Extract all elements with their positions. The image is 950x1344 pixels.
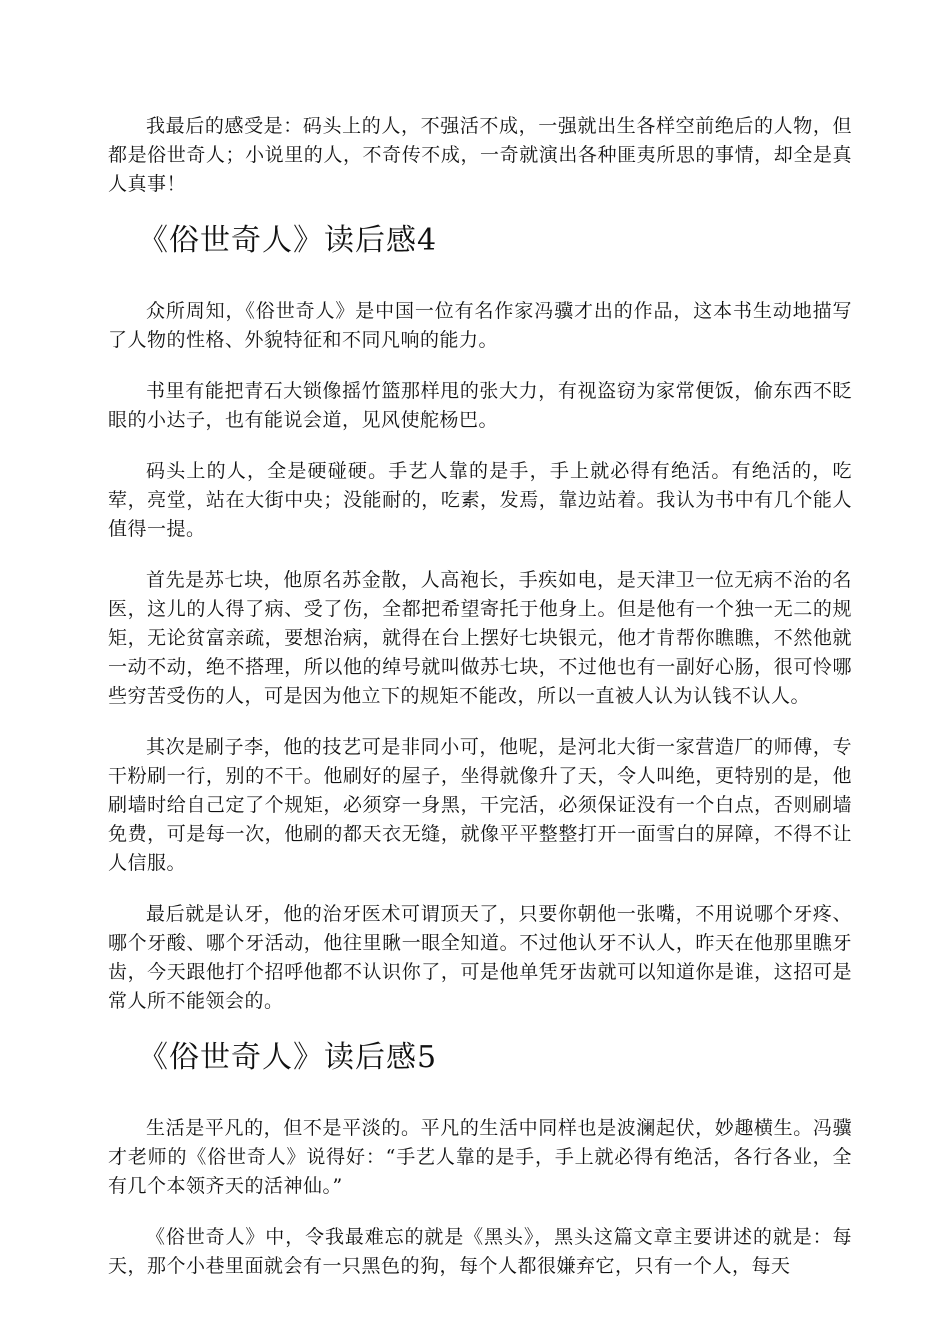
document-page xyxy=(108,112,852,1303)
section-4-paragraph-3: 码头上的人，全是硬碰硬。手艺人靠的是手，手上就必得有绝活。有绝活的，吃荤，亮堂，站在大街中央；没能耐的，吃素，发焉，靠边站着。我认为书中有几个能人值得一提。 xyxy=(108,460,852,540)
section-4-paragraph-1: 众所周知，《俗世奇人》是中国一位有名作家冯骥才出的作品，这本书生动地描写了人物的性格、外貌特征和不同凡响的能力。 xyxy=(108,300,852,351)
section-4-paragraph-2: 书里有能把青石大锁像摇竹篮那样甩的张大力，有视盗窃为家常便饭，偷东西不眨眼的小达子，也有能说会道，见风使舵杨巴。 xyxy=(108,380,852,431)
section-4-paragraph-5: 其次是刷子李，他的技艺可是非同小可，他呢，是河北大街一家营造厂的师傅，专干粉刷一行，别的不干。他刷好的屋子，坐得就像升了天，令人叫绝，更特别的是，他刷墙时给自己定了个规矩，必须穿一身黑，干完活，必须保证没有一个白点，否则刷墙免费，可是每一次，他刷的都天衣无缝，就像平平整整打开一面雪白的屏障，不得不让人信服。 xyxy=(108,736,852,874)
section-5-paragraph-2: 《俗世奇人》中，令我最难忘的就是《黑头》，黑头这篇文章主要讲述的就是：每天，那个小巷里面就会有一只黑色的狗，每个人都很嫌弃它，只有一个人，每天 xyxy=(108,1226,852,1277)
intro-paragraph: 我最后的感受是：码头上的人，不强活不成，一强就出生各样空前绝后的人物，但都是俗世奇人；小说里的人，不奇传不成，一奇就演出各种匪夷所思的事情，却全是真人真事！ xyxy=(108,115,852,195)
section-4-heading: 《俗世奇人》读后感4 xyxy=(138,223,438,258)
section-5-paragraph-1: 生活是平凡的，但不是平淡的。平凡的生活中同样也是波澜起伏，妙趣横生。冯骥才老师的《俗世奇人》说得好：“手艺人靠的是手，手上就必得有绝活，各行各业，全有几个本领齐天的活神仙。” xyxy=(108,1117,852,1197)
section-5-heading: 《俗世奇人》读后感5 xyxy=(138,1040,438,1075)
section-4-paragraph-6: 最后就是认牙，他的治牙医术可谓顶天了，只要你朝他一张嘴，不用说哪个牙疼、哪个牙酸、哪个牙活动，他往里瞅一眼全知道。不过他认牙不认人，昨天在他那里瞧牙齿，今天跟他打个招呼他都不认识你了，可是他单凭牙齿就可以知道你是谁，这招可是常人所不能领会的。 xyxy=(108,903,852,1012)
section-4-paragraph-4: 首先是苏七块，他原名苏金散，人高袍长，手疾如电，是天津卫一位无病不治的名医，这儿的人得了病、受了伤，全都把希望寄托于他身上。但是他有一个独一无二的规矩，无论贫富亲疏，要想治病，就得在台上摆好七块银元，他才肯帮你瞧瞧，不然他就一动不动，绝不搭理，所以他的绰号就叫做苏七块，不过他也有一副好心肠，很可怜哪些穷苦受伤的人，可是因为他立下的规矩不能改，所以一直被人认为认钱不认人。 xyxy=(108,569,852,707)
